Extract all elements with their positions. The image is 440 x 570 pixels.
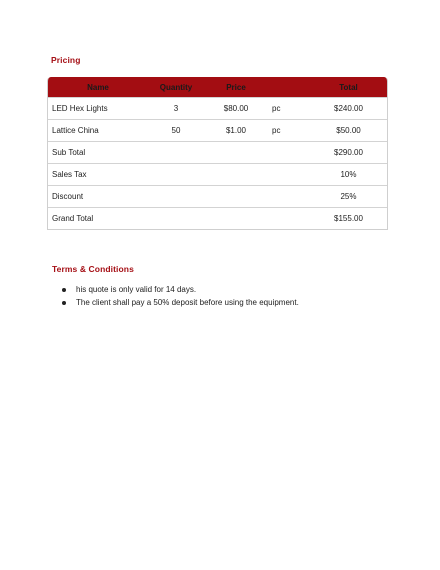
summary-label: Sub Total	[52, 148, 86, 157]
pricing-table	[47, 77, 388, 230]
summary-row-sales-tax	[48, 163, 387, 185]
item-quantity: 50	[171, 126, 181, 135]
list-item	[60, 283, 299, 296]
item-name: Lattice China	[52, 126, 99, 135]
item-price: $1.00	[225, 126, 247, 135]
header-price: Price	[226, 82, 246, 92]
header-total: Total	[339, 82, 358, 92]
item-unit: pc	[272, 126, 281, 135]
table-header-row	[48, 77, 387, 97]
item-total: $50.00	[336, 126, 361, 135]
item-name: LED Hex Lights	[52, 104, 108, 113]
table-row	[48, 97, 387, 119]
item-price: $80.00	[223, 104, 249, 113]
terms-heading: Terms & Conditions	[52, 264, 134, 274]
summary-row-discount	[48, 185, 387, 207]
summary-value: $290.00	[334, 148, 363, 157]
summary-row-grand-total	[48, 207, 387, 229]
summary-label: Grand Total	[52, 214, 94, 223]
bullet-icon	[62, 301, 66, 305]
summary-value: 10%	[340, 170, 357, 179]
terms-list	[60, 283, 299, 309]
table-row	[48, 119, 387, 141]
header-quantity: Quantity	[159, 82, 193, 92]
pricing-heading: Pricing	[51, 55, 81, 65]
item-total: $240.00	[334, 104, 363, 113]
terms-item-text: The client shall pay a 50% deposit before using the equipment.	[76, 298, 299, 307]
terms-item-text: his quote is only valid for 14 days.	[76, 285, 197, 294]
list-item	[60, 296, 299, 309]
summary-value: $155.00	[334, 214, 363, 223]
item-unit: pc	[272, 104, 281, 113]
header-name: Name	[87, 82, 109, 92]
summary-label: Sales Tax	[52, 170, 87, 179]
item-quantity: 3	[173, 104, 179, 113]
summary-value: 25%	[340, 192, 357, 201]
bullet-icon	[62, 288, 66, 292]
summary-label: Discount	[52, 192, 84, 201]
summary-row-subtotal	[48, 141, 387, 163]
